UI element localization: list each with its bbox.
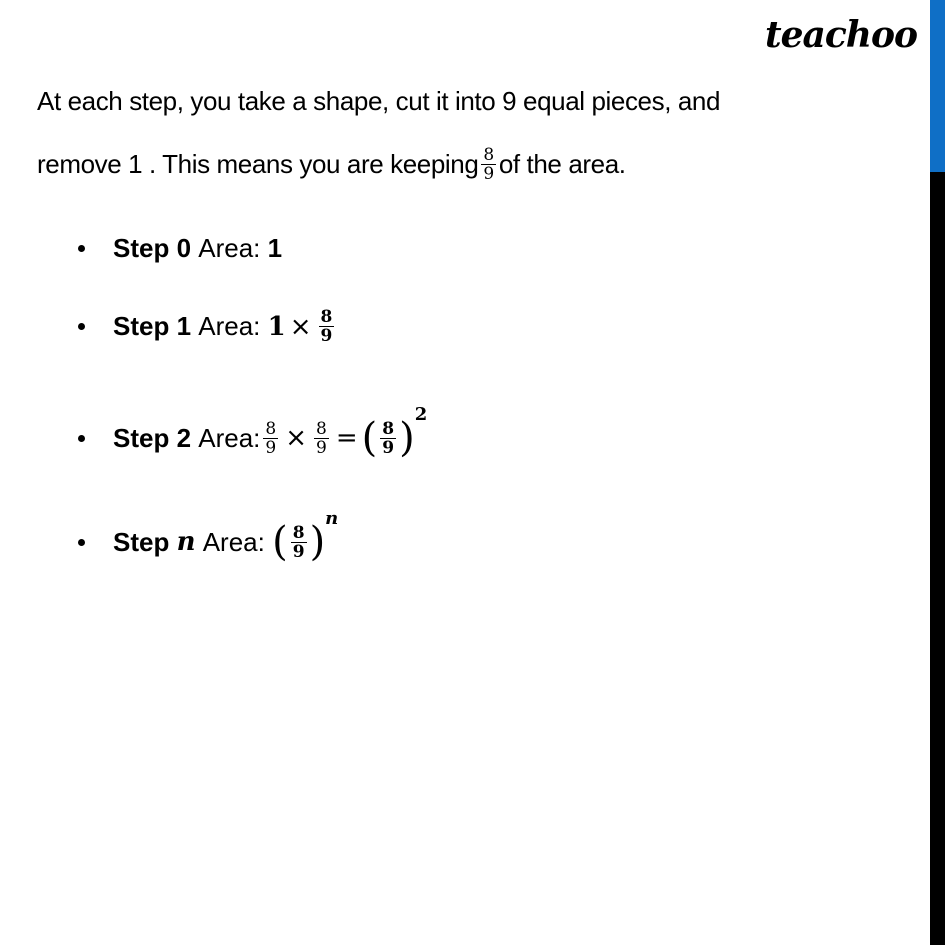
bullet-icon	[78, 539, 85, 546]
denominator: 9	[483, 164, 494, 184]
step-label: Step 2	[113, 422, 192, 453]
numerator: 8	[483, 145, 494, 165]
area-label: Area:	[202, 526, 265, 557]
denominator: 9	[292, 541, 305, 562]
numerator: 8	[265, 418, 277, 439]
step-label: Step	[113, 526, 170, 557]
fraction	[263, 420, 278, 457]
step-n-item	[78, 508, 339, 565]
intro-text-end: of the area.	[498, 149, 626, 179]
left-paren: (	[361, 415, 378, 461]
area-value: 1	[267, 233, 283, 263]
fraction	[481, 146, 495, 183]
intro-line-1: At each step, you take a shape, cut it into 9 equal pieces, and	[37, 86, 721, 116]
area-label: Area:	[198, 311, 261, 341]
denominator: 9	[316, 437, 327, 458]
numerator: 8	[320, 307, 333, 327]
area-label: Area:	[198, 233, 261, 263]
step-variable: n	[176, 527, 196, 557]
area-value: 1	[267, 311, 286, 342]
intro-line-2	[37, 146, 626, 183]
fraction	[314, 420, 329, 457]
step-0-item	[78, 233, 282, 264]
left-paren: (	[272, 519, 288, 565]
numerator: 8	[382, 418, 395, 439]
intro-text: remove 1 . This means you are keeping	[37, 149, 479, 179]
teachoo-logo: teachoo	[765, 14, 917, 56]
bullet-icon	[78, 245, 85, 252]
equals-sign: =	[335, 423, 358, 453]
denominator: 9	[265, 437, 277, 458]
numerator: 8	[292, 522, 305, 543]
denominator: 9	[320, 326, 333, 346]
fraction	[319, 308, 335, 345]
dark-bar	[930, 172, 945, 945]
step-2-item	[78, 404, 428, 461]
bullet-icon	[78, 323, 85, 330]
area-label: Area:	[198, 422, 261, 453]
right-paren: )	[399, 415, 415, 461]
step-label: Step 0	[113, 233, 192, 263]
right-paren: )	[309, 519, 326, 565]
step-1-item	[78, 308, 337, 345]
fraction	[380, 420, 396, 457]
accent-bar	[930, 0, 945, 172]
step-label: Step 1	[113, 311, 192, 341]
bullet-icon	[78, 435, 85, 442]
exponent: n	[325, 508, 339, 529]
fraction	[291, 524, 307, 561]
times-sign: ×	[289, 311, 312, 342]
denominator: 9	[382, 437, 395, 458]
numerator: 8	[316, 418, 327, 439]
exponent: 2	[414, 404, 428, 425]
times-sign: ×	[285, 423, 308, 453]
